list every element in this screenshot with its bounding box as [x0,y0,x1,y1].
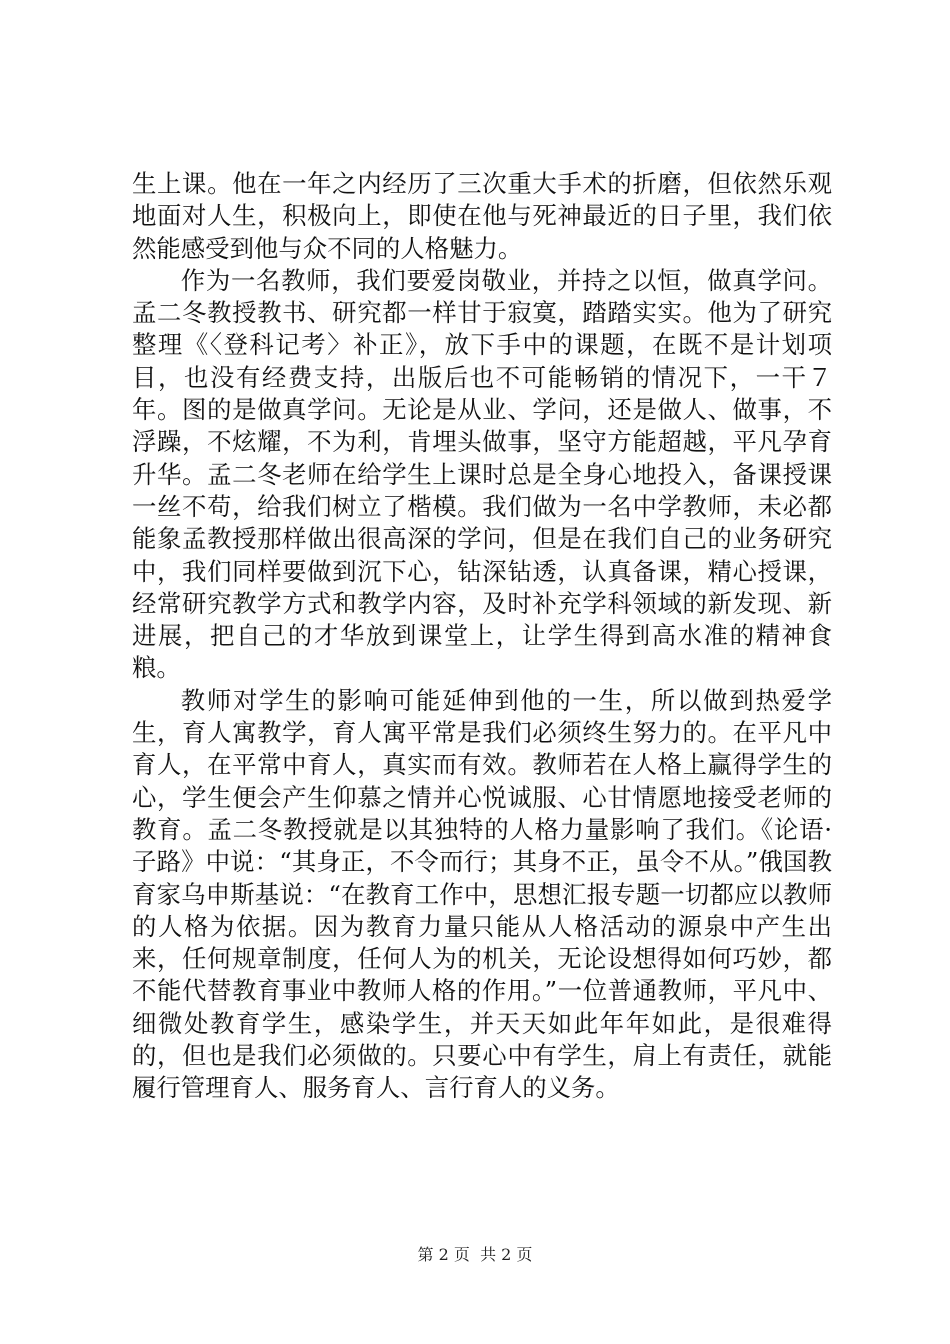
paragraph-continuation: 生上课。他在一年之内经历了三次重大手术的折磨，但依然乐观地面对人生，积极向上，即使在他与死神最近的日子里，我们依然能感受到他与众不同的人格魅力。 [132,169,832,263]
page-number-label: 第 2 页 共 2 页 [417,1245,533,1264]
page-footer [0,1244,950,1266]
document-body [132,168,832,1105]
paragraph-influence: 教师对学生的影响可能延伸到他的一生，所以做到热爱学生，育人寓教学，育人寓平常是我们必须终生努力的。在平凡中育人，在平常中育人，真实而有效。教师若在人格上赢得学生的心，学生便会产生仰慕之情并心悦诚服、心甘情愿地接受老师的教育。孟二冬教授就是以其独特的人格力量影响了我们。《论语·子路》中说：“其身正，不令而行；其身不正，虽令不从。”俄国教育家乌申斯基说：“在教育工作中，思想汇报专题一切都应以教师的人格为依据。因为教育力量只能从人格活动的源泉中产生出来，任何规章制度，任何人为的机关，无论设想得如何巧妙，都不能代替教育事业中教师人格的作用。”一位普通教师，平凡中、细微处教育学生，感染学生，并天天如此年年如此，是很难得的，但也是我们必须做的。只要心中有学生，肩上有责任，就能履行管理育人、服务育人、言行育人的义务。 [132,685,832,1103]
paragraph-scholarship: 作为一名教师，我们要爱岗敬业，并持之以恒，做真学问。孟二冬教授教书、研究都一样甘于寂寞，踏踏实实。他为了研究整理《〈登科记考〉补正》，放下手中的课题，在既不是计划项目，也没有经费支持，出版后也不可能畅销的情况下，一干７年。图的是做真学问。无论是从业、学问，还是做人、做事，不浮躁，不炫耀，不为利，肯埋头做事，坚守方能超越，平凡孕育升华。孟二冬老师在给学生上课时总是全身心地投入，备课授课一丝不苟，给我们树立了楷模。我们做为一名中学教师，未必都能象孟教授那样做出很高深的学问，但是在我们自己的业务研究中，我们同样要做到沉下心，钻深钻透，认真备课，精心授课，经常研究教学方式和教学内容，及时补充学科领域的新发现、新进展，把自己的才华放到课堂上，让学生得到高水准的精神食粮。 [132,265,832,683]
